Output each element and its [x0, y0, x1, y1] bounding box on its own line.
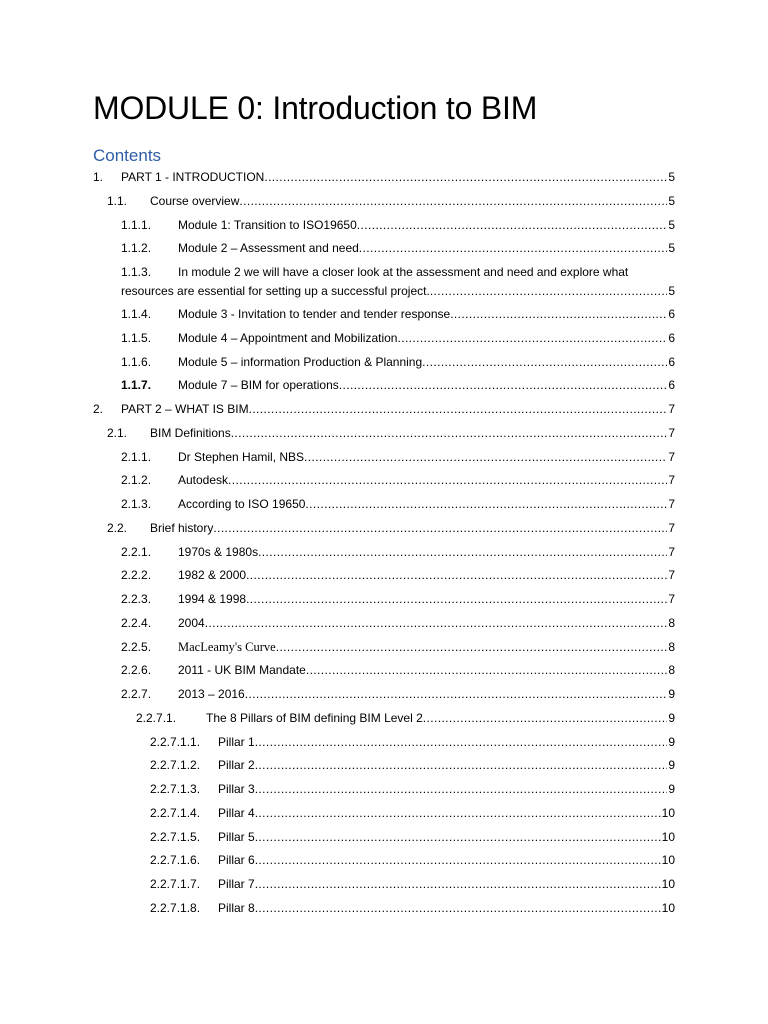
dot-leader [258, 541, 667, 565]
toc-entry-title: BIM Definitions [150, 425, 231, 440]
toc-entry-page: 8 [668, 615, 675, 630]
toc-entry[interactable] [0, 303, 768, 327]
toc-entry-title: In module 2 we will have a closer look at the assessment and need and explore what [178, 265, 629, 279]
toc-entry-page: 7 [668, 592, 675, 606]
dot-leader [422, 351, 667, 375]
toc-entry-page: 6 [668, 354, 675, 369]
toc-entry[interactable] [0, 802, 768, 826]
toc-entry-line [178, 303, 675, 327]
toc-entry[interactable] [0, 588, 768, 612]
toc-entry[interactable] [0, 849, 768, 873]
toc-entry-title: 2013 – 2016 [178, 687, 245, 701]
toc-entry-line [178, 564, 675, 588]
toc-entry-number: 2.2.7.1.8. [150, 900, 201, 915]
toc-entry-line [178, 374, 675, 398]
toc-entry-title: 1982 & 2000 [178, 568, 247, 583]
toc-entry-title: According to ISO 19650 [178, 497, 306, 511]
toc-entry-number: 1.1.5. [121, 330, 152, 345]
dot-leader [255, 802, 661, 826]
dot-leader [255, 897, 661, 921]
dot-leader [306, 659, 667, 683]
toc-entry-number: 2.2.7.1.4. [150, 805, 201, 820]
toc-entry[interactable] [0, 517, 768, 541]
toc-entry-number: 2.1.2. [121, 473, 152, 488]
toc-entry-line [178, 636, 675, 660]
toc-entry-title: Dr Stephen Hamil, NBS [178, 449, 305, 464]
toc-entry-page: 9 [668, 710, 675, 725]
toc-entry-number: 2.2.7.1.5. [150, 829, 201, 844]
toc-entry-title: PART 2 – WHAT IS BIM [121, 402, 249, 416]
toc-entry-line [178, 612, 675, 636]
toc-entry-number: 2.1. [107, 425, 128, 440]
toc-entry[interactable] [0, 469, 768, 493]
toc-entry-line [178, 469, 675, 493]
toc-entry-number: 2. [93, 402, 104, 416]
toc-entry-number: 2.2. [107, 520, 128, 535]
toc-entry-number: 2.2.7.1.2. [150, 758, 201, 773]
toc-entry-title: Module 2 – Assessment and need [178, 241, 359, 256]
toc-entry[interactable] [0, 731, 768, 755]
toc-entry-title: PART 1 - INTRODUCTION [121, 170, 265, 184]
toc-entry-title: Module 4 – Appointment and Mobilization [178, 330, 398, 345]
toc-entry-page: 9 [668, 734, 675, 749]
dot-leader [231, 422, 668, 446]
toc-entry[interactable] [0, 190, 768, 214]
toc-entry-line [178, 541, 675, 565]
toc-entry-page: 7 [668, 473, 675, 488]
toc-entry-line [218, 731, 675, 755]
dot-leader [264, 166, 667, 190]
toc-entry-page: 10 [661, 853, 675, 868]
dot-leader [304, 446, 667, 470]
toc-entry[interactable] [0, 237, 768, 261]
toc-entry-page: 9 [668, 687, 675, 701]
toc-entry-number: 2.2.7. [121, 687, 152, 701]
toc-entry-number: 2.2.7.1.6. [150, 853, 201, 868]
toc-entry-title: Brief history [150, 520, 214, 535]
toc-entry-title: Pillar 8 [218, 900, 255, 915]
toc-entry[interactable] [0, 897, 768, 921]
toc-entry-page: 6 [668, 307, 675, 321]
toc-entry[interactable] [0, 707, 768, 731]
toc-entry-line [178, 327, 675, 351]
toc-entry-number: 2.2.4. [121, 615, 152, 630]
toc-entry-page: 5 [668, 170, 675, 184]
toc-entry-line [178, 446, 675, 470]
toc-entry-line [121, 166, 675, 190]
dot-leader [246, 564, 667, 588]
dot-leader [357, 214, 668, 238]
dot-leader [397, 327, 667, 351]
dot-leader [255, 826, 661, 850]
toc-entry[interactable] [0, 261, 768, 303]
toc-entry-line [218, 778, 675, 802]
toc-entry-number: 2.2.7.1.7. [150, 877, 201, 891]
toc-entry-page: 7 [668, 520, 675, 535]
page-title: MODULE 0: Introduction to BIM [93, 90, 538, 126]
dot-leader [246, 588, 667, 612]
toc-entry-page: 10 [661, 877, 675, 891]
dot-leader [213, 517, 667, 541]
toc-entry[interactable] [0, 683, 768, 707]
toc-entry-line [178, 659, 675, 683]
toc-entry-title: Pillar 2 [218, 758, 255, 773]
toc-entry-title: Autodesk [178, 473, 229, 488]
toc-entry-title: Pillar 6 [218, 853, 255, 868]
toc-entry-number: 1.1.2. [121, 241, 152, 256]
toc-entry[interactable] [0, 327, 768, 351]
toc-entry[interactable] [0, 214, 768, 238]
toc-entry-number: 2.2.7.1.1. [150, 734, 201, 749]
toc-entry-line [178, 237, 675, 261]
toc-entry[interactable] [0, 446, 768, 470]
toc-entry-number: 1.1.3. [121, 265, 152, 279]
toc-entry-page: 7 [668, 425, 675, 440]
dot-leader [249, 398, 668, 422]
toc-entry-number: 2.1.3. [121, 497, 152, 511]
toc-entry-page: 10 [661, 900, 675, 915]
dot-leader [255, 778, 668, 802]
toc-entry-number: 1.1.6. [121, 354, 152, 369]
toc-entry[interactable] [0, 612, 768, 636]
toc-entry[interactable] [0, 493, 768, 517]
toc-entry-page: 10 [661, 829, 675, 844]
toc-entry-page: 8 [668, 663, 675, 678]
toc-entry-title: 2011 - UK BIM Mandate [178, 663, 306, 678]
toc-entry-title-continued [121, 280, 675, 304]
toc-entry-title: The 8 Pillars of BIM defining BIM Level 2 [206, 710, 423, 725]
toc-entry-line [178, 683, 675, 707]
dot-leader [255, 873, 661, 897]
toc-entry-number: 1.1.7. [121, 378, 152, 393]
toc-entry-title: MacLeamy's Curve [178, 639, 276, 654]
contents-heading: Contents [93, 146, 162, 165]
toc-entry-title: Pillar 3 [218, 782, 255, 796]
dot-leader [245, 683, 668, 707]
toc-entry-line [218, 873, 675, 897]
toc-entry-line [178, 588, 675, 612]
toc-entry-number: 2.2.1. [121, 544, 152, 559]
toc-entry[interactable] [0, 636, 768, 660]
toc-entry-page: 8 [668, 639, 675, 654]
toc-entry-number: 2.2.6. [121, 663, 152, 678]
toc-entry-page: 7 [668, 449, 675, 464]
toc-entry-title: Module 3 - Invitation to tender and tender response [178, 307, 451, 321]
dot-leader [255, 849, 661, 873]
toc-entry-line [178, 351, 675, 375]
dot-leader [239, 190, 667, 214]
toc-entry-line [218, 897, 675, 921]
toc-entry-page: 5 [668, 284, 675, 298]
toc-entry-title: Pillar 7 [218, 877, 255, 891]
toc-entry-title: 2004 [178, 615, 205, 630]
toc-entry-number: 2.2.5. [121, 639, 152, 654]
toc-entry[interactable] [0, 541, 768, 565]
toc-entry[interactable] [0, 351, 768, 375]
dot-leader [228, 469, 667, 493]
dot-leader [255, 731, 668, 755]
toc-entry-page: 10 [661, 805, 675, 820]
toc-entry-page: 5 [668, 241, 675, 256]
toc-entry-page: 7 [668, 568, 675, 583]
toc-entry-number: 2.1.1. [121, 449, 152, 464]
toc-entry-number: 2.2.7.1.3. [150, 782, 201, 796]
toc-entry-line [218, 826, 675, 850]
dot-leader [359, 237, 668, 261]
toc-entry-line [150, 422, 675, 446]
toc-entry[interactable] [0, 374, 768, 398]
toc-entry-number: 1.1.1. [121, 217, 152, 232]
toc-entry-title: Pillar 5 [218, 829, 255, 844]
toc-entry-line [206, 707, 675, 731]
toc-entry-line [218, 754, 675, 778]
toc-entry-line [121, 398, 675, 422]
dot-leader [255, 754, 668, 778]
toc-entry[interactable] [0, 873, 768, 897]
toc-entry-page: 7 [668, 402, 675, 416]
toc-entry[interactable] [0, 778, 768, 802]
dot-leader [276, 636, 668, 660]
toc-entry-number: 1.1. [107, 193, 128, 208]
toc-entry-title: Module 7 – BIM for operations [178, 378, 339, 393]
dot-leader [339, 374, 668, 398]
toc-entry-line [218, 849, 675, 873]
dot-leader [305, 493, 667, 517]
toc-entry-number: 1.1.4. [121, 307, 152, 321]
toc-entry-line [178, 214, 675, 238]
toc-entry[interactable] [0, 826, 768, 850]
toc-entry-page: 9 [668, 758, 675, 773]
toc-entry-page: 5 [668, 193, 675, 208]
toc-entry-number: 1. [93, 170, 104, 184]
toc-entry-number: 2.2.3. [121, 592, 152, 606]
toc-entry-page: 6 [668, 378, 675, 393]
toc-entry-line [178, 493, 675, 517]
dot-leader [205, 612, 668, 636]
toc-entry[interactable] [0, 564, 768, 588]
toc-entry[interactable] [0, 422, 768, 446]
toc-entry[interactable] [0, 166, 768, 190]
toc-entry-title: 1970s & 1980s [178, 544, 259, 559]
toc-entry-title: Module 5 – information Production & Planning [178, 354, 423, 369]
toc-entry[interactable] [0, 398, 768, 422]
toc-entry-page: 7 [668, 544, 675, 559]
toc-entry[interactable] [0, 659, 768, 683]
toc-entry-title: Module 1: Transition to ISO19650 [178, 217, 357, 232]
toc-entry-number: 2.2.7.1. [136, 710, 177, 725]
toc-entry-page: 5 [668, 217, 675, 232]
toc-entry-title-continued-text: resources are essential for setting up a successful project. [121, 284, 430, 298]
toc-entry-title: 1994 & 1998 [178, 592, 247, 606]
toc-entry-number: 2.2.2. [121, 568, 152, 583]
toc-entry-title: Course overview [150, 193, 240, 208]
dot-leader [450, 303, 667, 327]
dot-leader [423, 707, 668, 731]
toc-entry-title: Pillar 1 [218, 734, 255, 749]
toc-entry-page: 6 [668, 330, 675, 345]
toc-entry-line [150, 517, 675, 541]
toc-entry-page: 9 [668, 782, 675, 796]
toc-entry-page: 7 [668, 497, 675, 511]
table-of-contents [0, 166, 768, 921]
toc-entry-title: Pillar 4 [218, 805, 255, 820]
dot-leader [430, 280, 667, 304]
toc-entry-line [218, 802, 675, 826]
toc-entry[interactable] [0, 754, 768, 778]
toc-entry-line [150, 190, 675, 214]
